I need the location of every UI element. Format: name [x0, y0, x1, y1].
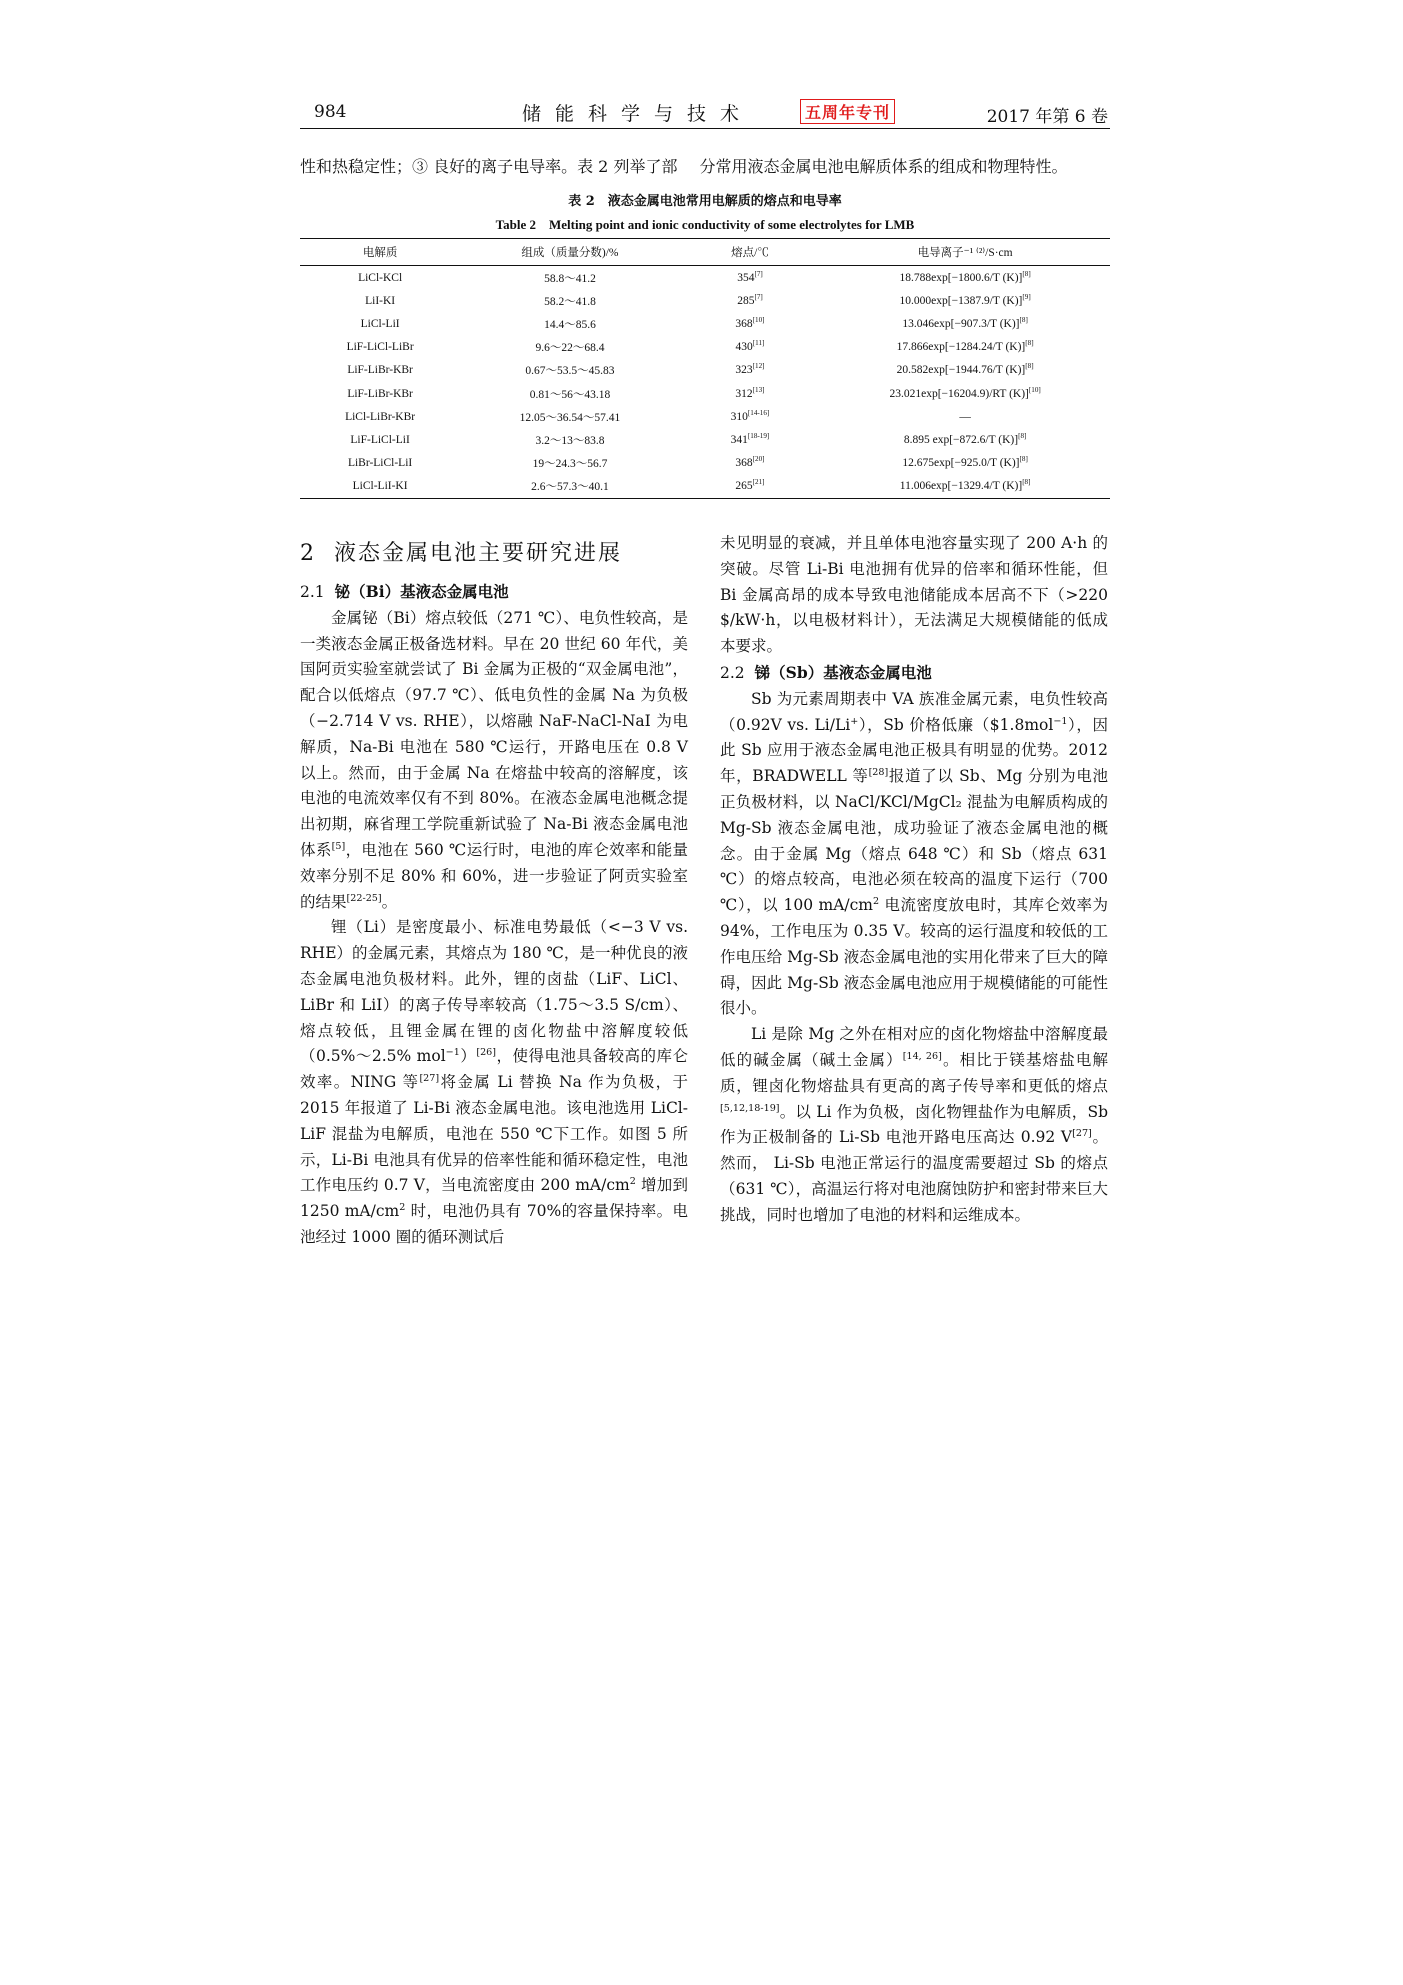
cell-electrolyte: LiF-LiBr-KBr [347, 364, 413, 377]
intro-left: 性和热稳定性；③ 良好的离子电导率。表 2 列举了部 [300, 157, 678, 176]
cell-electrolyte: LiI-KI [365, 294, 396, 307]
paragraph: 金属铋（Bi）熔点较低（271 ℃）、电负性较高，是一类液态金属正极备选材料。早在 20 世纪 60 年代，美国阿贡实验室就尝试了 Bi 金属为正极的“双金属电池”，配合以低熔点（97.7 ℃）、低电负性的金属 Na 为负极（−2.714 V vs. RHE），以熔融 NaF-NaCl-NaI 为电解质，Na-Bi 电池在 580 ℃运行，开路电压在 0.8 V 以上。然而，由于金属 Na 在熔盐中较高的溶解度，该电池的电流效率仅有不到 80%。在液态金属电池概念提出初期，麻省理工学院重新试验了 Na-Bi 液态金属电池体系[5]，电池在 560 ℃运行时，电池的库仑效率和能量效率分别不足 80% 和 60%，进一步验证了阿贡实验室的结果[22-25]。 [300, 608, 688, 911]
table-row [300, 266, 1110, 290]
paragraph: 锂（Li）是密度最小、标准电势最低（<−3 V vs. RHE）的金属元素，其熔点为 180 ℃，是一种优良的液态金属电池负极材料。此外，锂的卤盐（LiF、LiCl、LiBr 和 LiI）的离子传导率较高（1.75～3.5 S/cm）、熔点较低，且锂金属在锂的卤化物盐中溶解度较低（0.5%～2.5% mol$^{-1}$）[26]，使得电池具备较高的库仑效率。NING 等[27]将金属 Li 替换 Na 作为负极，于 2015 年报道了 Li-Bi 液态金属电池。该电池选用 LiCl-LiF 混盐为电解质，电池在 550 ℃下工作。如图 5 所示，Li-Bi 电池具有优异的倍率性能和循环稳定性，电池工作电压约 0.7 V，当电流密度由 200 $mA/cm^2$ 增加到 1250 $mA/cm^2$ 时，电池仍具有 70%的容量保持率。电池经过 1000 圈的循环测试后 [300, 918, 689, 1246]
table-row [300, 336, 1110, 359]
right-column [720, 531, 1108, 1229]
table-caption-en: Table 2 Melting point and ionic conductivity of some electrolytes for LMB [495, 217, 915, 232]
cell-electrolyte: LiF-LiCl-LiBr [346, 341, 414, 354]
cell-composition: 58.2～41.8 [544, 295, 596, 308]
section-title: 液态金属电池主要研究进展 [334, 541, 623, 566]
cell-electrolyte: LiCl-KCl [358, 271, 403, 284]
cell-electrolyte: LiCl-LiBr-KBr [345, 410, 416, 423]
table-row [300, 428, 1110, 451]
paper-page [300, 96, 1110, 1246]
paragraph: Li 是除 Mg 之外在相对应的卤化物熔盐中溶解度最低的碱金属（碱土金属）[14, 26]。相比于镁基熔盐电解质，锂卤化物熔盐具有更高的离子传导率和更低的熔点[5,12,18-19]。以 Li 作为负极，卤化物锂盐作为电解质，Sb 作为正极制备的 Li-Sb 电池开路电压高达 0.92 V[27]。然而， Li-Sb 电池正常运行的温度需要超过 Sb 的熔点（631 ℃），高温运行将对电池腐蚀防护和密封带来巨大挑战，同时也增加了电池的材料和运维成本。 [720, 1025, 1108, 1224]
table-row [300, 452, 1110, 475]
table-row [300, 475, 1110, 499]
cell-composition: 14.4～85.6 [544, 318, 596, 331]
cell-melting-point: 354[7] [737, 269, 763, 284]
electrolyte-table [300, 238, 1110, 499]
cell-melting-point: 285[7] [737, 292, 763, 307]
cell-composition: 19～24.3～56.7 [532, 458, 608, 471]
cell-electrolyte: LiCl-LiI [360, 317, 400, 330]
left-column [300, 531, 688, 1251]
cell-melting-point: 368[10] [735, 316, 765, 330]
cell-electrolyte: LiBr-LiCl-LiI [347, 457, 413, 470]
cell-conductivity: 18.788exp[−1800.6/T (K)][8] [899, 269, 1031, 284]
cell-melting-point: 265[21] [680, 475, 821, 499]
cell-conductivity: 10.000exp[−1387.9/T (K)][9] [899, 292, 1031, 307]
cell-composition: 0.81～56～43.18 [529, 388, 611, 401]
cell-melting-point: 310[14-16] [730, 408, 770, 423]
cell-conductivity: 12.675exp[−925.0/T (K)][8] [902, 455, 1028, 470]
table-caption-cn: 表 2 液态金属电池常用电解质的熔点和电导率 [568, 194, 842, 209]
volume-info: 2017 年第 6 卷 [986, 107, 1108, 127]
cell-conductivity: 20.582exp[−1944.76/T (K)][8] [896, 362, 1034, 377]
journal-title: 储能科学与技术 [522, 103, 754, 125]
table-row [300, 289, 1110, 312]
header-composition: 组成（质量分数)/% [460, 239, 680, 266]
intro-right: 分常用液态金属电池电解质体系的组成和物理特性。 [699, 157, 1068, 176]
cell-electrolyte: LiCl-LiI-KI [300, 475, 460, 499]
cell-conductivity: 17.866exp[−1284.24/T (K)][8] [896, 339, 1034, 354]
section-heading [300, 541, 688, 567]
cell-melting-point: 341[18-19] [730, 432, 770, 446]
subsection-number: 2.1 [300, 583, 325, 601]
header-melting-point: 熔点/℃ [680, 239, 821, 266]
subsection-title: 锑（Sb）基液态金属电池 [754, 662, 932, 682]
cell-conductivity: 11.006exp[−1329.4/T (K)][8] [820, 475, 1110, 499]
cell-composition: 3.2～13～83.8 [535, 434, 605, 447]
cell-melting-point: 368[20] [735, 455, 765, 470]
table-row [300, 382, 1110, 405]
cell-composition: 2.6～57.3～40.1 [460, 475, 680, 499]
section-number: 2 [300, 541, 316, 566]
cell-conductivity: — [959, 410, 971, 423]
cell-conductivity: 23.021exp[−16204.9)/RT (K)][10] [889, 385, 1041, 400]
cell-melting-point: 430[11] [735, 339, 765, 354]
header-rule [300, 128, 1110, 129]
cell-composition: 58.8～41.2 [544, 272, 596, 285]
cell-melting-point: 312[13] [735, 385, 765, 400]
subsection-number: 2.2 [720, 663, 745, 682]
table-row [300, 405, 1110, 428]
cell-electrolyte: LiF-LiCl-LiI [350, 433, 410, 446]
table-row [300, 312, 1110, 335]
intro-line [300, 154, 1110, 177]
paragraph: Sb 为元素周期表中 VA 族准金属元素，电负性较高（0.92V vs. Li/Li+），Sb 价格低廉（$1.8mol$^{-1}$），因此 Sb 应用于液态金属电池正极具有明显的优势。2012 年，BRADWELL 等[28]报道了以 Sb、Mg 分别为电池正负极材料，以 NaCl/KCl/MgCl₂ 混盐为电解质构成的 Mg-Sb 液态金属电池，成功验证了液态金属电池的概念。由于金属 Mg（熔点 648 ℃）和 Sb（熔点 631 ℃）的熔点较高，电池必须在较高的温度下运行（700 ℃），以 100 $mA/cm^2$ 电流密度放电时，其库仑效率为 94%，工作电压为 0.35 V。较高的运行温度和较低的工作电压给 Mg-Sb 液态金属电池的实用化带来了巨大的障碍，因此 Mg-Sb 液态金属电池应用于规模储能的可能性很小。 [720, 689, 1108, 1018]
table-row [300, 359, 1110, 382]
cell-composition: 0.67～53.5～45.83 [525, 365, 615, 378]
cell-composition: 12.05～36.54～57.41 [519, 411, 621, 424]
table-body [300, 266, 1110, 499]
subsection-heading-2-1 [300, 579, 688, 606]
cell-conductivity: 8.895 exp[−872.6/T (K)][8] [903, 432, 1027, 446]
cell-conductivity: 13.046exp[−907.3/T (K)][8] [902, 316, 1028, 330]
cell-composition: 9.6～22～68.4 [535, 342, 605, 355]
subsection-title: 铋（Bi）基液态金属电池 [334, 582, 509, 601]
cell-electrolyte: LiF-LiBr-KBr [347, 387, 413, 400]
running-header [300, 96, 1110, 130]
paragraph-continued: 未见明显的衰减，并且单体电池容量实现了 200 A·h 的突破。尽管 Li-Bi 电池拥有优异的倍率和循环性能，但 Bi 金属高昂的成本导致电池储能成本居高不下（>220 $/kW·h，以电极材料计），无法满足大规模储能的低成本要求。 [720, 534, 1108, 656]
table-header-row [300, 239, 1110, 266]
cell-melting-point: 323[12] [735, 362, 765, 377]
anniversary-badge: 五周年专刊 [800, 99, 895, 124]
page-number: 984 [314, 102, 347, 122]
header-electrolyte: 电解质 [300, 239, 460, 266]
header-conductivity: 电导离子⁻¹ ⁽²⁾/S·cm [820, 239, 1110, 266]
subsection-heading-2-2 [720, 660, 1108, 687]
